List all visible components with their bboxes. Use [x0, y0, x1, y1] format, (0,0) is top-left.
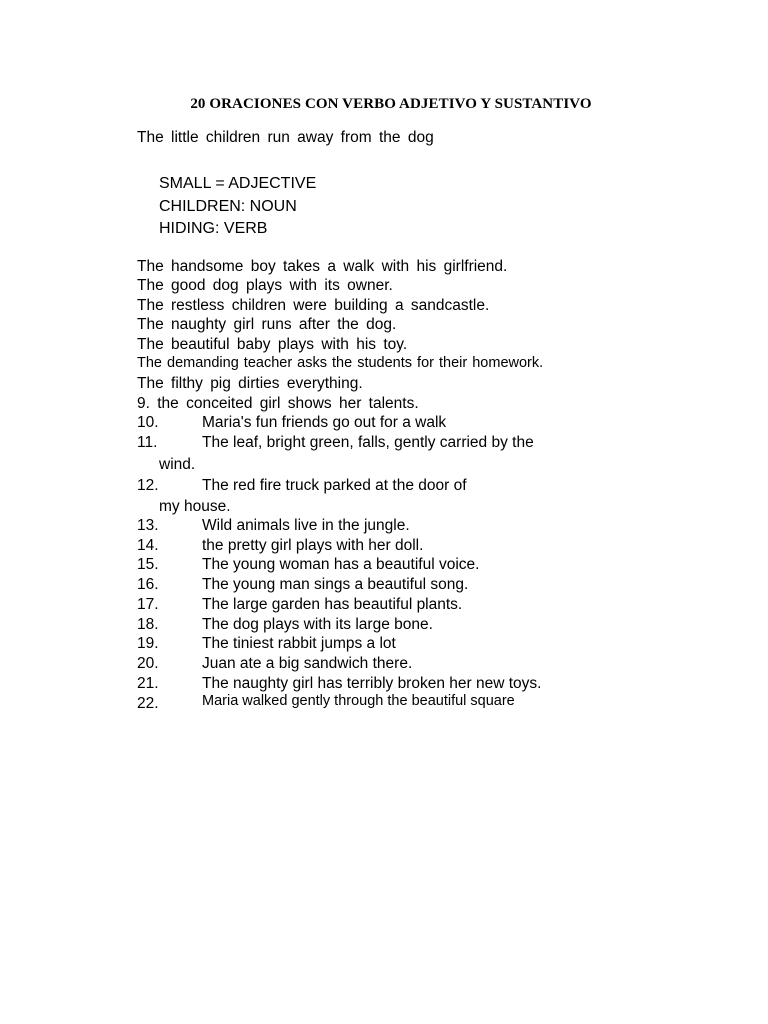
list-item-text: The young man sings a beautiful song.: [202, 576, 469, 593]
list-item-text: The red fire truck parked at the door of: [202, 477, 467, 494]
list-item-number: 18.: [137, 616, 159, 633]
list-item-text: Wild animals live in the jungle.: [202, 517, 410, 534]
example-label-adjective: SMALL = ADJECTIVE: [159, 175, 317, 192]
list-item-text: Juan ate a big sandwich there.: [202, 655, 413, 672]
list-item-number: 11.: [137, 434, 158, 451]
example-sentence: The little children run away from the dog: [137, 129, 434, 146]
page-title: 20 ORACIONES CON VERBO ADJETIVO Y SUSTANTIVO: [190, 96, 592, 112]
sentence-4: The naughty girl runs after the dog.: [137, 316, 397, 333]
list-item-number: 12.: [137, 477, 159, 494]
list-item-number: 17.: [137, 596, 159, 613]
list-item-number: 14.: [137, 537, 159, 554]
list-item-text: The leaf, bright green, falls, gently carried by the: [202, 434, 534, 451]
list-item-text: The dog plays with its large bone.: [202, 616, 433, 633]
list-item-text: The naughty girl has terribly broken her new toys.: [202, 675, 542, 692]
list-item-number: 22.: [137, 695, 159, 712]
list-item-text: The young woman has a beautiful voice.: [202, 556, 480, 573]
sentence-7: The filthy pig dirties everything.: [137, 375, 363, 392]
sentence-5: The beautiful baby plays with his toy.: [137, 336, 408, 353]
list-item-continuation: wind.: [159, 456, 196, 473]
example-label-noun: CHILDREN: NOUN: [159, 198, 297, 215]
list-item-text: The large garden has beautiful plants.: [202, 596, 463, 613]
example-label-verb: HIDING: VERB: [159, 220, 268, 237]
list-item-text: The tiniest rabbit jumps a lot: [202, 635, 396, 652]
list-item-text: the pretty girl plays with her doll.: [202, 537, 424, 554]
sentence-1: The handsome boy takes a walk with his girlfriend.: [137, 258, 508, 275]
sentence-3: The restless children were building a sandcastle.: [137, 297, 490, 314]
list-item-text: Maria's fun friends go out for a walk: [202, 414, 447, 431]
sentence-2: The good dog plays with its owner.: [137, 277, 393, 294]
list-item-number: 15.: [137, 556, 159, 573]
list-item-continuation: my house.: [159, 498, 231, 515]
list-item-number: 19.: [137, 635, 159, 652]
list-item-number: 13.: [137, 517, 159, 534]
list-item-text: Maria walked gently through the beautiful square: [202, 693, 515, 709]
list-item-number: 20.: [137, 655, 159, 672]
list-item-number: 21.: [137, 675, 159, 692]
list-item-number: 10.: [137, 414, 159, 431]
sentence-9: 9. the conceited girl shows her talents.: [137, 395, 419, 412]
list-item-number: 16.: [137, 576, 159, 593]
sentence-6: The demanding teacher asks the students for their homework.: [137, 355, 544, 371]
